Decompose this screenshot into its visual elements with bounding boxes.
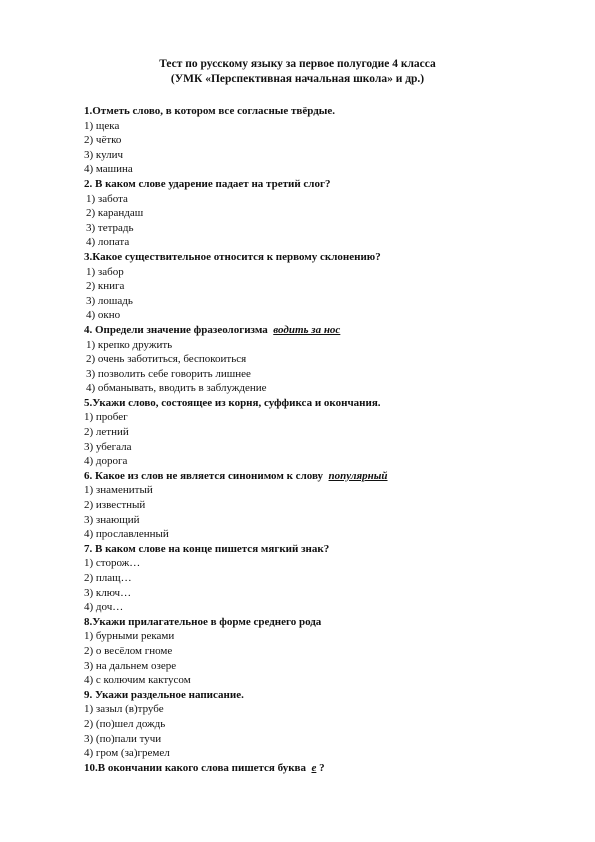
answer-option[interactable]: 2) книга <box>86 280 125 293</box>
answer-option[interactable]: 3) позволить себе говорить лишнее <box>86 367 251 380</box>
answer-option[interactable]: 1) пробег <box>84 411 128 424</box>
answer-option[interactable]: 3) знающий <box>84 513 140 526</box>
question-10 <box>84 761 524 776</box>
question-1 <box>84 104 524 119</box>
answer-option[interactable]: 3) лошадь <box>86 294 133 307</box>
question-text: 8.Укажи прилагательное в форме среднего рода <box>84 615 322 628</box>
answer-option[interactable]: 4) окно <box>86 309 121 322</box>
answer-option[interactable]: 4) дорога <box>84 455 128 468</box>
answer-option[interactable]: 1) знаменитый <box>84 484 153 497</box>
question-text: 10.В окончании какого слова пишется буква <box>84 761 306 774</box>
question-4 <box>84 323 524 338</box>
question-text: 1.Отметь слово, в котором все согласные твёрдые. <box>84 105 335 117</box>
answer-option[interactable]: 4) обманывать, вводить в заблуждение <box>86 382 267 395</box>
answer-option[interactable]: 2) очень заботиться, беспокоиться <box>86 353 247 366</box>
question-text: 7. В каком слове на конце пишется мягкий знак? <box>84 542 330 555</box>
answer-option[interactable]: 2) известный <box>84 499 146 512</box>
answer-option[interactable]: 1) забота <box>86 192 128 205</box>
answer-option[interactable]: 3) убегала <box>84 440 132 453</box>
answer-option[interactable]: 2) о весёлом гноме <box>84 644 173 657</box>
question-text: 5.Укажи слово, состоящее из корня, суффикса и окончания. <box>84 396 381 409</box>
answer-option[interactable]: 4) с колючим кактусом <box>84 674 191 687</box>
answer-option[interactable]: 4) доч… <box>84 601 124 614</box>
question-6 <box>84 469 524 484</box>
answer-option[interactable]: 3) (по)пали тучи <box>84 732 162 745</box>
answer-option[interactable]: 2) чётко <box>84 134 122 147</box>
answer-option[interactable]: 1) забор <box>86 265 124 278</box>
answer-option[interactable]: 4) гром (за)гремел <box>84 747 170 760</box>
answer-option[interactable]: 2) (по)шел дождь <box>84 717 166 730</box>
answer-option[interactable]: 3) тетрадь <box>86 221 134 234</box>
question-7 <box>84 542 524 557</box>
question-highlight-word: популярный <box>328 469 388 482</box>
question-8 <box>84 615 524 630</box>
answer-option[interactable]: 4) лопата <box>86 236 130 249</box>
answer-option[interactable]: 1) щека <box>84 119 120 132</box>
answer-option[interactable]: 3) ключ… <box>84 586 132 599</box>
answer-option[interactable]: 3) кулич <box>84 148 124 161</box>
document-title: Тест по русскому языку за первое полугодие 4 класса <box>159 58 436 70</box>
question-9 <box>84 688 524 703</box>
question-text: 6. Какое из слов не является синонимом к слову <box>84 469 324 482</box>
answer-option[interactable]: 4) машина <box>84 163 133 176</box>
answer-option[interactable]: 1) крепко дружить <box>86 338 173 351</box>
question-suffix: ? <box>319 761 325 774</box>
questions-list <box>84 104 524 775</box>
question-5 <box>84 396 524 411</box>
question-2 <box>84 177 524 192</box>
document-subtitle: (УМК «Перспективная начальная школа» и др.) <box>170 73 425 85</box>
answer-option[interactable]: 4) прославленный <box>84 528 169 541</box>
answer-option[interactable]: 1) сторож… <box>84 557 141 570</box>
question-text: 2. В каком слове ударение падает на третий слог? <box>84 177 331 190</box>
answer-option[interactable]: 2) карандаш <box>86 207 144 220</box>
question-highlight-word: водить за нос <box>273 323 341 336</box>
question-text: 4. Определи значение фразеологизма <box>84 323 268 336</box>
question-text: 3.Какое существительное относится к первому склонению? <box>84 250 381 263</box>
question-highlight-word: е <box>311 761 317 774</box>
question-3 <box>84 250 524 265</box>
question-text: 9. Укажи раздельное написание. <box>84 688 244 701</box>
answer-option[interactable]: 3) на дальнем озере <box>84 659 177 672</box>
answer-option[interactable]: 1) зазыл (в)трубе <box>84 703 164 716</box>
answer-option[interactable]: 1) бурными реками <box>84 630 175 643</box>
answer-option[interactable]: 2) плащ… <box>84 572 132 584</box>
answer-option[interactable]: 2) летний <box>84 426 129 439</box>
